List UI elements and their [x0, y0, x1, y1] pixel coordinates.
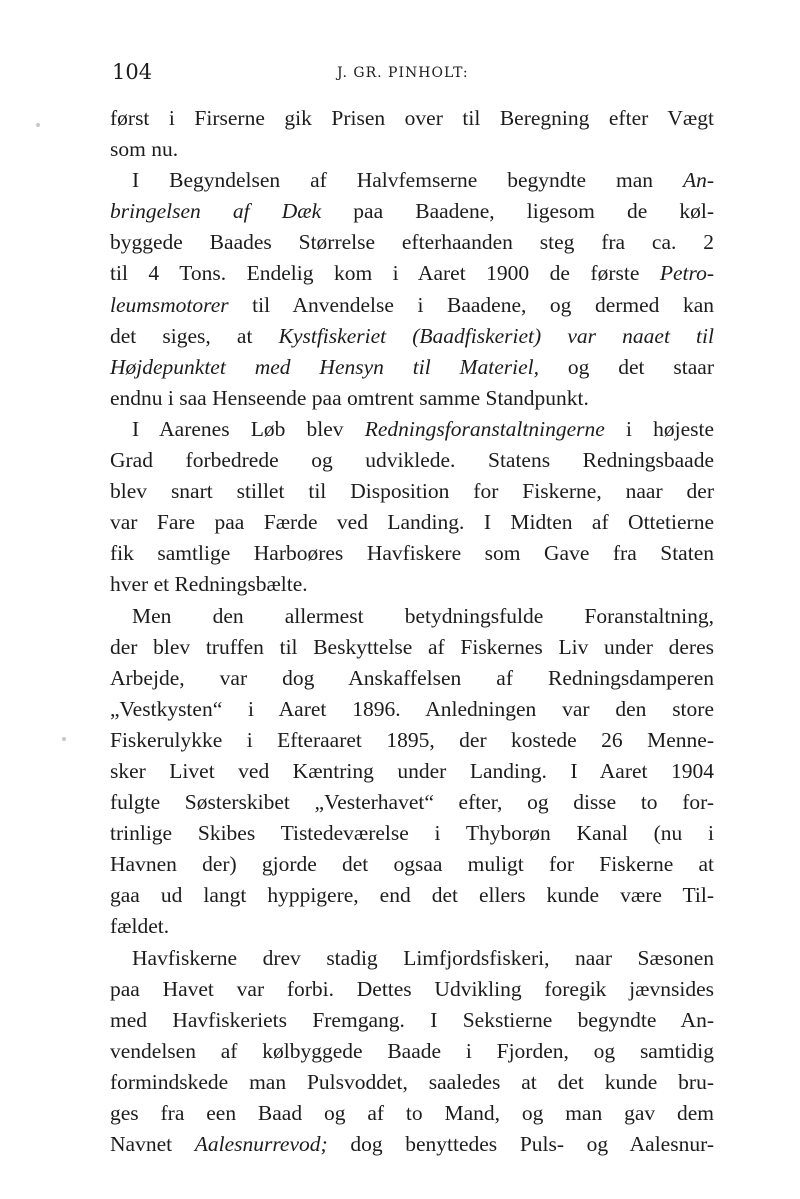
text-line: med Havfiskeriets Fremgang. I Sekstierne begyndte An- [110, 1007, 714, 1032]
text-span: I Begyndelsen af Halvfemserne begyndte man [132, 168, 683, 193]
italic-span: An- [682, 168, 714, 193]
text-line: som nu. [110, 137, 179, 162]
text-line: formindskede man Pulsvoddet, saaledes at det kunde bru- [110, 1069, 714, 1094]
text-line: hver et Redningsbælte. [110, 572, 308, 597]
text-line: fik samtlige Harboøres Havfiskere som Gave fra Staten [110, 541, 714, 566]
text-line: endnu i saa Henseende paa omtrent samme Standpunkt. [110, 385, 589, 410]
italic-span: Højdepunktet med Hensyn til Materiel, [110, 354, 539, 379]
text-span: til 4 Tons. Endelig kom i Aaret 1900 de første [110, 261, 660, 286]
page-number: 104 [112, 60, 153, 84]
text-line: vendelsen af kølbyggede Baade i Fjorden, og samtidig [110, 1038, 714, 1063]
text-line [110, 1129, 714, 1160]
text-line: ges fra een Baad og af to Mand, og man gav dem [110, 1101, 714, 1125]
text-line [110, 196, 714, 227]
text-line: gaa ud langt hyppigere, end det ellers kunde være Til- [110, 883, 714, 908]
text-span: i højeste [604, 416, 714, 441]
page-header [112, 60, 712, 90]
italic-span: bringelsen af Dæk [110, 199, 322, 224]
text-line: byggede Baades Størrelse efterhaanden steg fra ca. 2 [110, 230, 714, 255]
text-line: sker Livet ved Kæntring under Landing. I Aaret 1904 [110, 758, 714, 783]
text-line [110, 414, 714, 445]
text-line [110, 321, 714, 352]
running-head: J. GR. PINHOLT: [337, 65, 469, 81]
text-line: først i Firserne gik Prisen over til Beregning efter Vægt [110, 106, 714, 130]
text-line [110, 290, 714, 321]
italic-span: Aalesnurrevod; [194, 1132, 328, 1157]
text-line: Grad forbedrede og udviklede. Statens Redningsbaade [110, 448, 714, 473]
text-line: Havnen der) gjorde det ogsaa muligt for Fiskerne at [110, 852, 714, 877]
text-span: til Anvendelse i Baadene, og dermed kan [228, 292, 714, 317]
text-line: blev snart stillet til Disposition for Fiskerne, naar der [110, 479, 714, 504]
text-line: Fiskerulykke i Efteraaret 1895, der kostede 26 Menne- [110, 727, 714, 752]
paper-speck [36, 123, 40, 127]
text-span: paa Baadene, ligesom de køl- [321, 199, 714, 224]
text-line: trinlige Skibes Tistedeværelse i Thyborøn Kanal (nu i [110, 821, 714, 846]
paper-speck [62, 737, 66, 741]
italic-span: Redningsforanstaltningerne [364, 416, 605, 441]
italic-span: Petro- [659, 261, 714, 286]
text-span: Navnet [110, 1132, 195, 1157]
text-line: der blev truffen til Beskyttelse af Fiskernes Liv under deres [110, 634, 714, 659]
text-line [110, 352, 714, 383]
italic-span: leumsmotorer [110, 292, 229, 317]
text-line: fulgte Søsterskibet „Vesterhavet“ efter, og disse to for- [110, 790, 714, 815]
text-span: og det staar [539, 354, 715, 379]
text-span: I Aarenes Løb blev [132, 416, 365, 441]
text-span: det siges, at [110, 323, 279, 348]
text-line: fældet. [110, 914, 170, 939]
text-line [110, 165, 714, 196]
text-line: Havfiskerne drev stadig Limfjordsfiskeri, naar Sæsonen [132, 945, 714, 970]
text-line: „Vestkysten“ i Aaret 1896. Anledningen var den store [110, 696, 714, 721]
text-line: paa Havet var forbi. Dettes Udvikling foregik jævnsides [110, 976, 714, 1001]
text-body [110, 103, 714, 1160]
text-line [110, 258, 714, 289]
text-line: var Fare paa Færde ved Landing. I Midten af Ottetierne [110, 510, 714, 535]
text-line: Arbejde, var dog Anskaffelsen af Redningsdamperen [110, 665, 714, 690]
italic-span: Kystfiskeriet (Baadfiskeriet) var naaet til [278, 323, 714, 348]
text-line: Men den allermest betydningsfulde Foranstaltning, [132, 603, 714, 628]
text-span: dog benyttedes Puls- og Aalesnur- [327, 1132, 714, 1157]
